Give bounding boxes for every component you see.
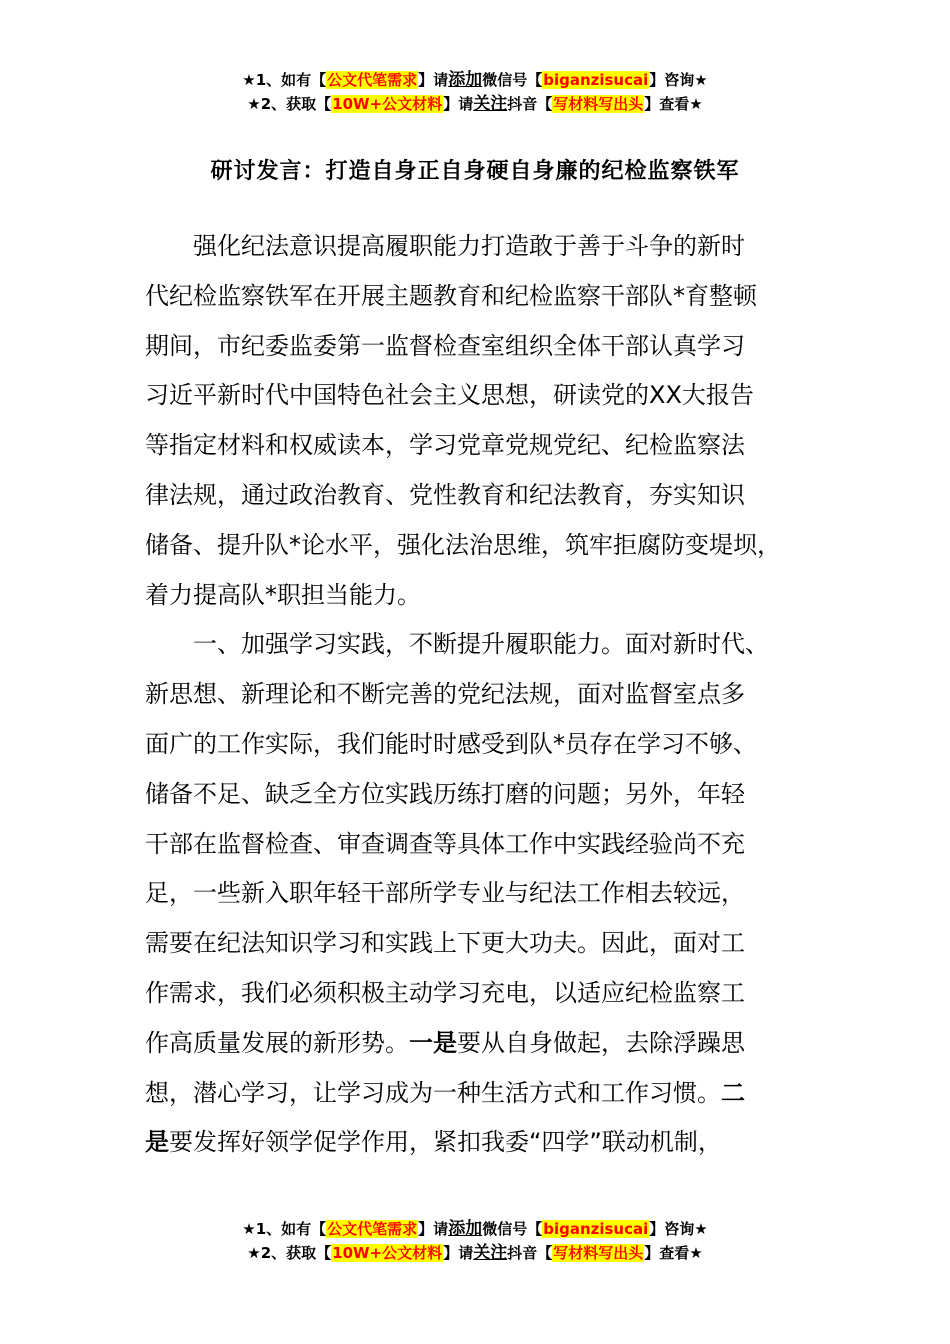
body-line: 足，一些新入职年轻干部所学专业与纪法工作相去较远， <box>145 879 745 908</box>
banner-emphasis: 关注 <box>473 1243 508 1263</box>
banner-text: 】请 <box>418 1220 449 1238</box>
document-body <box>145 222 825 1168</box>
banner-text: 】咨询★ <box>649 1220 708 1238</box>
highlight-douyin-account: 写材料写出头 <box>553 95 644 113</box>
document-title: 研讨发言：打造自身正自身硬自身廉的纪检监察铁军 <box>210 159 740 184</box>
banner-line-1 <box>0 68 950 92</box>
body-line: 作需求，我们必须积极主动学习充电，以适应纪检监察工 <box>145 978 745 1007</box>
highlight-service: 公文代笔需求 <box>327 71 418 89</box>
body-line <box>145 1069 825 1119</box>
body-text: 要发挥好领学促学作用，紧扣我委“四学”联动机制， <box>169 1128 722 1157</box>
banner-text: ★2、获取【 <box>247 95 332 113</box>
highlight-wechat-id: biganzisucai <box>543 71 649 89</box>
header-banner <box>0 68 950 116</box>
banner-text: 微信号【 <box>482 71 543 89</box>
banner-text: ★1、如有【 <box>242 1220 327 1238</box>
banner-text: 抖音【 <box>507 1244 553 1262</box>
body-line: 律法规，通过政治教育、党性教育和纪法教育，夯实知识 <box>145 480 745 509</box>
banner-text: 抖音【 <box>507 95 553 113</box>
body-line: 干部在监督检查、审查调查等具体工作中实践经验尚不充 <box>145 829 745 858</box>
body-line: 等指定材料和权威读本，学习党章党规党纪、纪检监察法 <box>145 431 745 460</box>
body-text: 作高质量发展的新形势。 <box>145 1028 409 1057</box>
body-line: 强化纪法意识提高履职能力打造敢于善于斗争的新时 <box>145 232 745 260</box>
bold-marker: 是 <box>145 1128 169 1157</box>
banner-line-1 <box>0 1217 950 1241</box>
highlight-wechat-id: biganzisucai <box>543 1220 649 1238</box>
banner-text: ★1、如有【 <box>242 71 327 89</box>
body-line: 储备、提升队*论水平，强化法治思维，筑牢拒腐防变堤坝， <box>145 530 781 559</box>
body-line <box>145 1019 825 1069</box>
body-line: 新思想、新理论和不断完善的党纪法规，面对监督室点多 <box>145 680 745 709</box>
banner-text: 】请 <box>443 1244 474 1262</box>
body-line <box>145 1118 825 1168</box>
body-text: 想，潜心学习，让学习成为一种生活方式和工作习惯。 <box>145 1078 721 1107</box>
body-line: 需要在纪法知识学习和实践上下更大功夫。因此，面对工 <box>145 929 745 958</box>
highlight-materials: 10W+公文材料 <box>332 95 443 113</box>
banner-text: 】请 <box>443 95 474 113</box>
bold-marker: 一是 <box>409 1028 457 1057</box>
highlight-service: 公文代笔需求 <box>327 1220 418 1238</box>
body-line: 期间，市纪委监委第一监督检查室组织全体干部认真学习 <box>145 331 745 360</box>
banner-emphasis: 添加 <box>448 1219 483 1239</box>
banner-text: 】查看★ <box>644 95 703 113</box>
banner-text: 】请 <box>418 71 449 89</box>
banner-line-2 <box>0 1241 950 1265</box>
body-line: 储备不足、缺乏全方位实践历练打磨的问题；另外，年轻 <box>145 779 745 808</box>
banner-text: 】咨询★ <box>649 71 708 89</box>
banner-text: 】查看★ <box>644 1244 703 1262</box>
footer-banner <box>0 1217 950 1265</box>
body-line: 习近平新时代中国特色社会主义思想，研读党的XX大报告 <box>145 381 754 410</box>
highlight-douyin-account: 写材料写出头 <box>553 1244 644 1262</box>
body-line: 面广的工作实际，我们能时时感受到队*员存在学习不够、 <box>145 729 757 758</box>
banner-line-2 <box>0 92 950 116</box>
body-line: 代纪检监察铁军在开展主题教育和纪检监察干部队*育整顿 <box>145 281 757 310</box>
bold-marker: 二 <box>721 1078 745 1107</box>
highlight-materials: 10W+公文材料 <box>332 1244 443 1262</box>
banner-text: 微信号【 <box>482 1220 543 1238</box>
body-line: 一、加强学习实践，不断提升履职能力。面对新时代、 <box>145 630 769 659</box>
body-text: 要从自身做起，去除浮躁思 <box>457 1028 745 1057</box>
body-line: 着力提高队*职担当能力。 <box>145 580 421 609</box>
banner-emphasis: 添加 <box>448 70 483 90</box>
banner-emphasis: 关注 <box>473 94 508 114</box>
banner-text: ★2、获取【 <box>247 1244 332 1262</box>
